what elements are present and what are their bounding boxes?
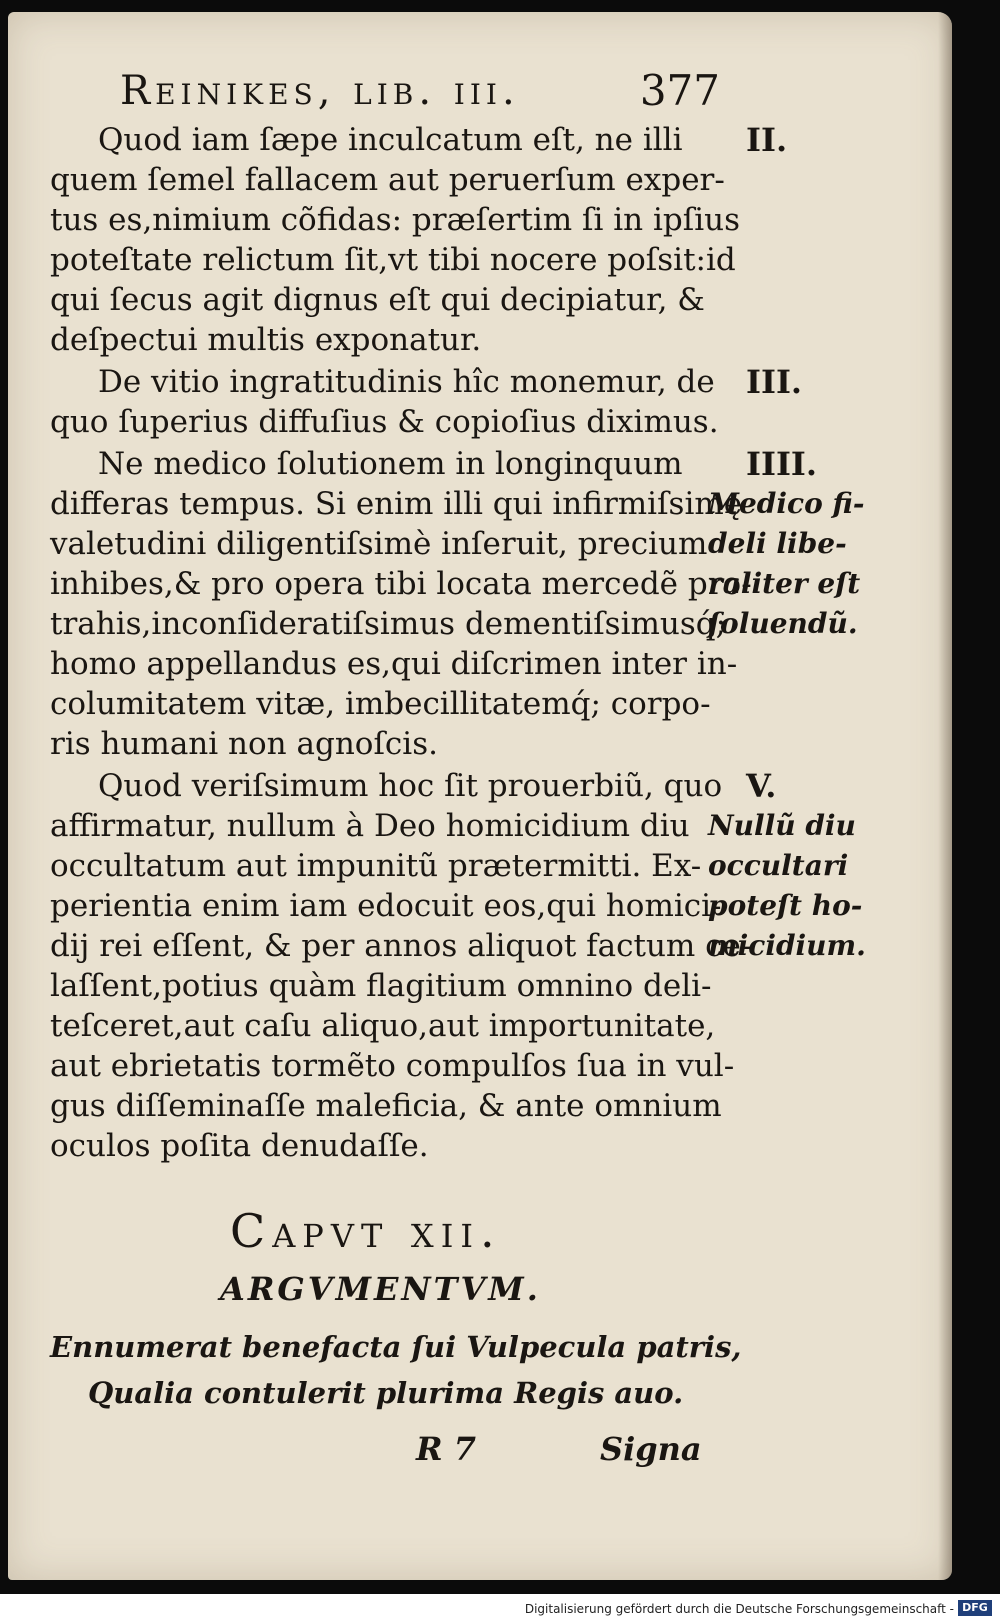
argument-verse: Ennumerat benefacta ſui Vulpecula patris, <box>50 1330 742 1364</box>
text-line: laſſent,potius quàm flagitium omnino deli- <box>50 968 712 1004</box>
signature-mark: R 7 <box>416 1430 476 1468</box>
catchword: Signa <box>600 1430 702 1468</box>
margin-numeral: V. <box>746 767 777 805</box>
text-line: qui ſecus agit dignus eſt qui decipiatur, & <box>50 282 705 318</box>
paragraph-v <box>50 766 752 1166</box>
text-line: quem ſemel fallacem aut peruerſum exper- <box>50 162 725 198</box>
running-head: Reinikes, lib. iii. <box>120 68 520 114</box>
paragraph-iii <box>50 362 719 442</box>
margin-note-line: raliter eſt <box>708 567 861 600</box>
text-line: Ne medico ſolutionem in longinquum <box>98 446 683 482</box>
text-line: occultatum aut impunitũ prætermitti. Ex- <box>50 848 702 884</box>
text-line: columitatem vitæ, imbecillitatemq́; corpo- <box>50 686 711 722</box>
text-line: differas tempus. Si enim illi qui infirmiſsimę <box>50 486 743 522</box>
text-line: quo ſuperius diffuſius & copioſius diximus. <box>50 404 719 440</box>
margin-note-line: deli libe- <box>708 527 847 560</box>
margin-note-line: micidium. <box>708 929 866 962</box>
text-line: deſpectui multis exponatur. <box>50 322 482 358</box>
text-line: aut ebrietatis tormẽto compulſos ſua in vul- <box>50 1048 735 1084</box>
text-line: Quod veriſsimum hoc ſit prouerbiũ, quo <box>98 768 723 804</box>
margin-note-nullum <box>708 806 888 966</box>
margin-numeral: III. <box>746 363 803 401</box>
argument-verse: Qualia contulerit plurima Regis auo. <box>88 1376 684 1410</box>
text-line: affirmatur, nullum à Deo homicidium diu <box>50 808 690 844</box>
text-line: teſceret,aut caſu aliquo,aut importunitate, <box>50 1008 716 1044</box>
margin-note-line: Nullũ diu <box>708 809 856 842</box>
main-text <box>50 120 752 1168</box>
funding-credit: Digitalisierung gefördert durch die Deutsche Forschungsgemeinschaft - <box>524 1602 954 1616</box>
text-line: dij rei eſſent, & per annos aliquot factum ce- <box>50 928 752 964</box>
text-line: gus diſſeminaſſe maleficia, & ante omnium <box>50 1088 722 1124</box>
text-line: trahis,inconſideratiſsimus dementiſsimusq́; <box>50 606 727 642</box>
margin-note-line: occultari <box>708 849 849 882</box>
margin-numeral: IIII. <box>746 445 818 483</box>
page-header <box>120 60 720 116</box>
dfg-logo: DFG <box>958 1600 992 1616</box>
margin-numeral: II. <box>746 121 788 159</box>
paragraph-iiii <box>50 444 752 764</box>
margin-note-line: Medico fi- <box>708 487 865 520</box>
text-line: ris humani non agnoſcis. <box>50 726 438 762</box>
text-line: valetudini diligentiſsimè inſeruit, precium <box>50 526 708 562</box>
text-line: perientia enim iam edocuit eos,qui homici- <box>50 888 722 924</box>
page-number: 377 <box>639 66 720 115</box>
margin-note-line: ſoluendũ. <box>708 607 858 640</box>
chapter-title: Capvt xii. <box>230 1204 502 1258</box>
footer-credit-bar <box>0 1594 1000 1620</box>
text-line: homo appellandus es,qui diſcrimen inter in- <box>50 646 738 682</box>
page-edge-shadow <box>938 12 952 1580</box>
text-line: inhibes,& pro opera tibi locata mercedẽ pro- <box>50 566 752 602</box>
paragraph-ii <box>50 120 740 360</box>
text-line: tus es,nimium cõfidas: præſertim ſi in ipſius <box>50 202 740 238</box>
margin-note-line: poteſt ho- <box>708 889 863 922</box>
text-line: Quod iam ſæpe inculcatum eſt, ne illi <box>98 122 683 158</box>
text-line: De vitio ingratitudinis hîc monemur, de <box>98 364 715 400</box>
book-page <box>8 12 952 1580</box>
margin-note-medico <box>708 484 888 644</box>
text-line: poteſtate relictum ſit,vt tibi nocere poſsit:id <box>50 242 736 278</box>
text-line: oculos poſita denudaſſe. <box>50 1128 429 1164</box>
argument-heading: ARGVMENTVM. <box>220 1270 541 1308</box>
